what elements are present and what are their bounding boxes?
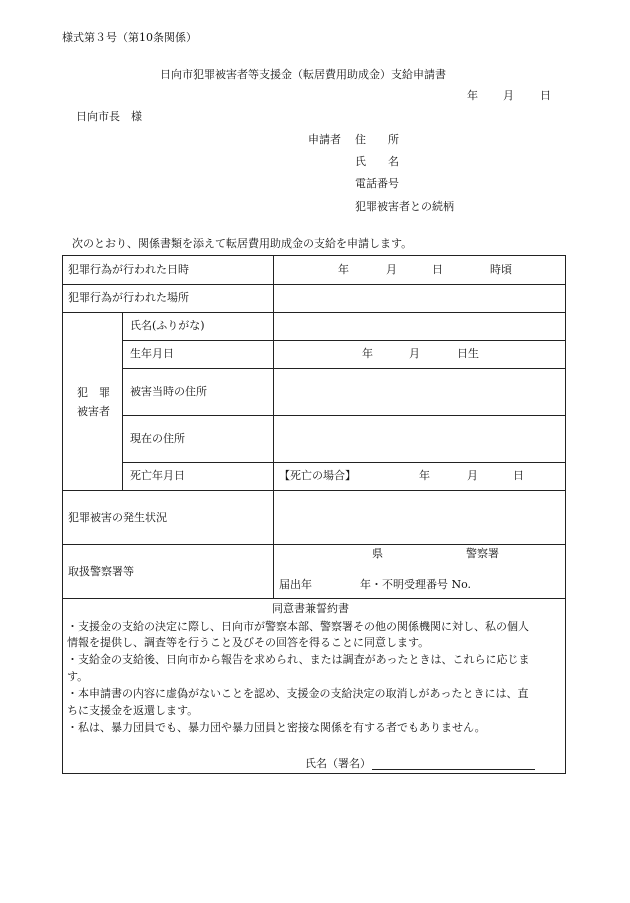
intro-text: 次のとおり、関係書類を添えて転居費用助成金の支給を申請します。 <box>72 237 413 250</box>
name-kana-field[interactable] <box>274 313 565 340</box>
birthdate-month: 月 <box>409 347 420 360</box>
victim-group-label-line2: 被害者 <box>77 405 110 418</box>
form-number: 様式第３号（第10条関係） <box>62 31 197 44</box>
police-field[interactable] <box>274 545 565 598</box>
name-kana-label: 氏名(ふりがな) <box>130 319 205 332</box>
form-title: 日向市犯罪被害者等支援金（転居費用助成金）支給申請書 <box>160 68 446 81</box>
applicant-name-label: 氏 名 <box>355 155 399 168</box>
crime-datetime-month: 月 <box>386 263 397 276</box>
death-date-month: 月 <box>467 469 478 482</box>
crime-datetime-year: 年 <box>338 263 349 276</box>
birthdate-label: 生年月日 <box>130 347 174 360</box>
signature-label: 氏名（署名） <box>305 757 371 770</box>
applicant-phone-label: 電話番号 <box>355 177 399 190</box>
applicant-address-label: 住 所 <box>355 133 399 146</box>
police-station-label: 警察署 <box>466 547 499 560</box>
consent-line: す。 <box>67 670 89 683</box>
police-report-year-label: 届出年 <box>279 578 312 591</box>
circumstances-label: 犯罪被害の発生状況 <box>68 511 167 524</box>
crime-place-label: 犯罪行為が行われた場所 <box>68 291 189 304</box>
addressee: 日向市長 様 <box>76 110 142 123</box>
consent-line: ・支援金の支給の決定に際し、日向市が警察本部、警察署その他の関係機関に対し、私の個人 <box>67 620 529 633</box>
death-date-field[interactable] <box>274 463 565 490</box>
death-date-year: 年 <box>419 469 430 482</box>
applicant-relation-label: 犯罪被害者との続柄 <box>355 200 454 213</box>
consent-line: 情報を提供し、調査等を行うこと及びその回答を得ることに同意します。 <box>67 636 430 649</box>
consent-line: ・支給金の支給後、日向市から報告を求められ、または調査があったときは、これらに応じま <box>67 653 530 666</box>
applicant-heading: 申請者 <box>308 133 341 146</box>
circumstances-field[interactable] <box>274 491 565 544</box>
victim-group-label-line1: 犯 罪 <box>77 386 110 399</box>
police-label: 取扱警察署等 <box>68 565 134 578</box>
consent-line: ・本申請書の内容に虚偽がないことを認め、支援金の支給決定の取消しがあったときには、直 <box>67 687 529 700</box>
consent-line: ・私は、暴力団員でも、暴力団や暴力団員と密接な関係を有する者でもありません。 <box>67 721 486 734</box>
date-month-label: 月 <box>503 89 514 102</box>
address-at-time-label: 被害当時の住所 <box>130 385 207 398</box>
current-address-label: 現在の住所 <box>130 432 185 445</box>
crime-datetime-day: 日 <box>432 263 443 276</box>
birthdate-year: 年 <box>362 347 373 360</box>
crime-place-field[interactable] <box>274 285 565 312</box>
address-at-time-field[interactable] <box>274 369 565 415</box>
death-date-note: 【死亡の場合】 <box>279 469 356 482</box>
current-address-field[interactable] <box>274 416 565 462</box>
police-prefecture-label: 県 <box>372 547 383 560</box>
crime-datetime-field[interactable] <box>274 256 565 284</box>
police-report-number-label: 年・不明受理番号 No. <box>360 578 472 591</box>
crime-datetime-label: 犯罪行為が行われた日時 <box>68 263 189 276</box>
birthdate-day: 日生 <box>457 347 479 360</box>
crime-datetime-hour: 時頃 <box>490 263 512 276</box>
date-year-label: 年 <box>467 89 478 102</box>
birthdate-field[interactable] <box>274 341 565 368</box>
death-date-label: 死亡年月日 <box>130 469 185 482</box>
consent-line: ちに支援金を返還します。 <box>67 704 199 717</box>
death-date-day: 日 <box>513 469 524 482</box>
consent-title: 同意書兼誓約書 <box>272 602 349 615</box>
date-day-label: 日 <box>540 89 551 102</box>
signature-line[interactable] <box>372 769 535 770</box>
